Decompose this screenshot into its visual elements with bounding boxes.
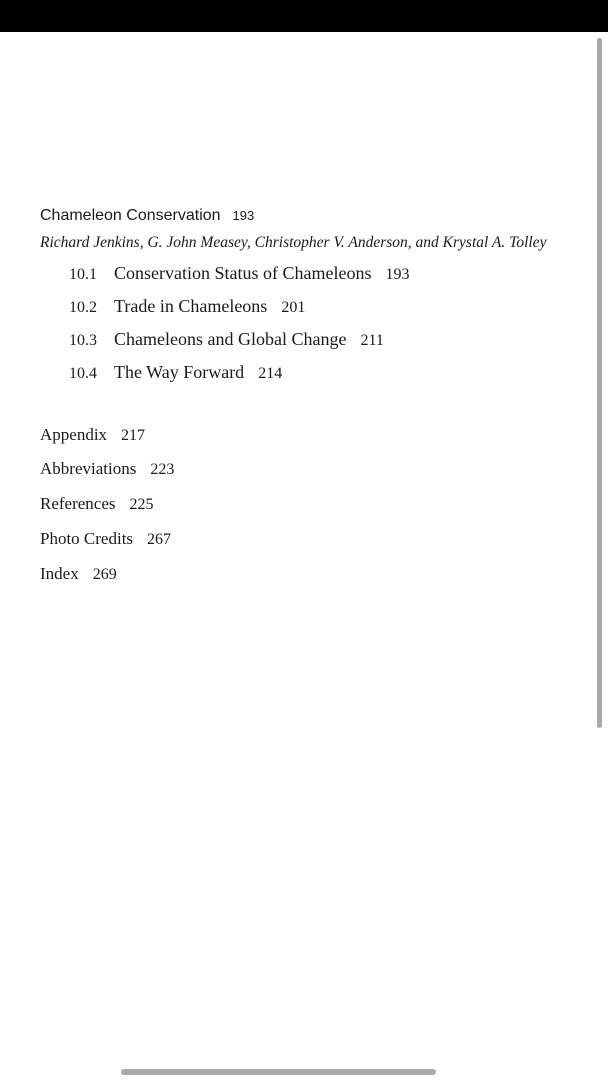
section-entry-10-2[interactable] bbox=[69, 296, 305, 317]
section-entry-10-1[interactable] bbox=[69, 263, 409, 284]
back-matter-entry-index[interactable] bbox=[40, 564, 117, 584]
section-number: 10.1 bbox=[69, 266, 97, 283]
chapter-entry[interactable] bbox=[40, 207, 254, 225]
section-entry-10-3[interactable] bbox=[69, 329, 384, 350]
section-title: Chameleons and Global Change bbox=[114, 329, 347, 349]
section-page-number: 214 bbox=[258, 365, 283, 382]
section-number: 10.2 bbox=[69, 299, 97, 316]
back-matter-entry-appendix[interactable] bbox=[40, 425, 145, 445]
back-matter-entry-photo-credits[interactable] bbox=[40, 529, 171, 549]
back-matter-title: Abbreviations bbox=[40, 459, 137, 478]
section-title: The Way Forward bbox=[114, 362, 245, 382]
chapter-title: Chameleon Conservation bbox=[40, 207, 221, 224]
section-title: Conservation Status of Chameleons bbox=[114, 263, 372, 283]
back-matter-title: References bbox=[40, 494, 116, 513]
section-page-number: 193 bbox=[385, 266, 410, 283]
home-indicator[interactable] bbox=[121, 1069, 436, 1075]
vertical-scrollbar[interactable] bbox=[597, 38, 602, 728]
section-entry-10-4[interactable] bbox=[69, 362, 282, 383]
back-matter-page-number: 269 bbox=[92, 566, 117, 583]
section-number: 10.4 bbox=[69, 365, 97, 382]
section-number: 10.3 bbox=[69, 332, 97, 349]
chapter-page-number: 193 bbox=[232, 208, 255, 223]
chapter-authors: Richard Jenkins, G. John Measey, Christopher V. Anderson, and Krystal A. Tolley bbox=[40, 234, 547, 251]
back-matter-page-number: 267 bbox=[147, 531, 172, 548]
back-matter-entry-abbreviations[interactable] bbox=[40, 459, 174, 479]
back-matter-entry-references[interactable] bbox=[40, 494, 154, 514]
back-matter-page-number: 223 bbox=[150, 461, 175, 478]
section-title: Trade in Chameleons bbox=[114, 296, 268, 316]
section-page-number: 211 bbox=[360, 332, 384, 349]
section-page-number: 201 bbox=[281, 299, 306, 316]
back-matter-page-number: 217 bbox=[121, 427, 146, 444]
back-matter-title: Photo Credits bbox=[40, 529, 134, 548]
back-matter-title: Index bbox=[40, 564, 79, 583]
back-matter-title: Appendix bbox=[40, 425, 108, 444]
status-bar bbox=[0, 0, 608, 32]
back-matter-page-number: 225 bbox=[129, 496, 154, 513]
